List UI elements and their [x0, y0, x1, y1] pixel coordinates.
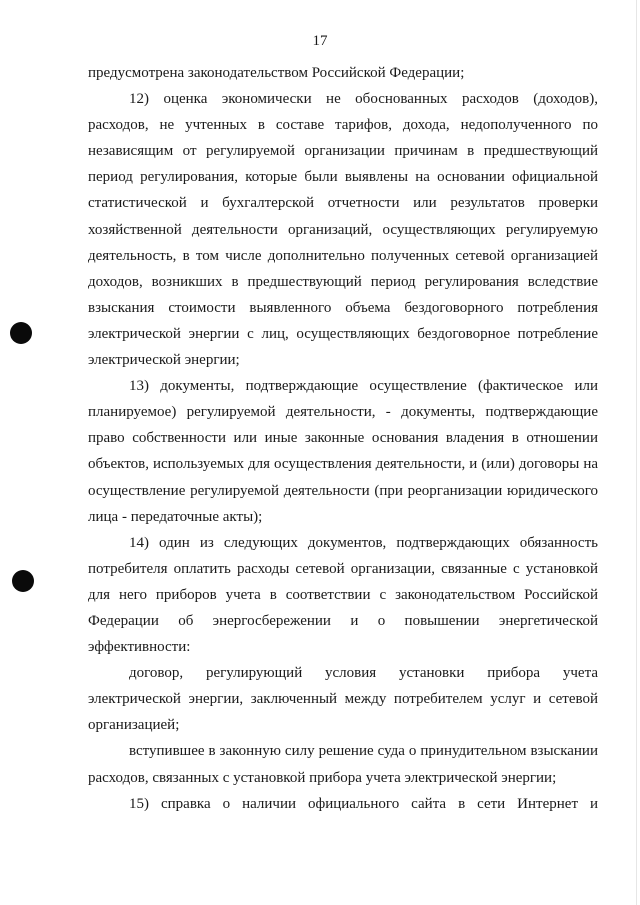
- paragraph-continuation: предусмотрена законодательством Российской Федерации;: [88, 65, 465, 81]
- paragraph-item-14: 14) один из следующих документов, подтверждающих обязанность потребителя оплатить расходы сетевой организации, связанные с установкой для него приборов учета в соответствии с законодательством Российской Федерации об энергосбережении и о повышении энергетической эффективности:: [88, 534, 598, 656]
- paragraph-contract: договор, регулирующий условия установки прибора учета электрической энергии, заключенный между потребителем услуг и сетевой организацией;: [88, 665, 598, 734]
- punch-hole-decoration: [10, 322, 32, 344]
- paragraph-court-decision: вступившее в законную силу решение суда о принудительном взыскании расходов, связанных с установкой прибора учета электрической энергии;: [88, 743, 598, 786]
- paragraph-item-13: 13) документы, подтверждающие осуществление (фактическое или планируемое) регулируемой деятельности, - документы, подтверждающие право собственности или иные законные основания владения в отношении объектов, используемых для осуществления деятельности, и (или) договоры на осуществление регулируемой деятельности (при реорганизации юридического лица - передаточные акты);: [88, 378, 598, 525]
- paragraph-item-15: 15) справка о наличии официального сайта в сети Интернет и: [129, 795, 598, 812]
- page-number: 17: [312, 33, 328, 49]
- scan-edge-line: [636, 0, 637, 905]
- paragraph-item-12: 12) оценка экономически не обоснованных расходов (доходов), расходов, не учтенных в составе тарифов, дохода, недополученного по независящим от регулируемой организации причинам в предшествующий период регулирования, которые были выявлены на основании официальной статистической и бухгалтерской отчетности или результатов проверки хозяйственной деятельности организаций, осуществляющих регулируемую деятельность, в том числе дополнительно полученных сетевой организацией доходов, возникших в предшествующий период регулирования вследствие взыскания стоимости выявленного объема бездоговорного потребления электрической энергии с лиц, осуществляющих бездоговорное потребление электрической энергии;: [88, 91, 598, 369]
- document-body: [88, 60, 598, 817]
- punch-hole-decoration: [12, 570, 34, 592]
